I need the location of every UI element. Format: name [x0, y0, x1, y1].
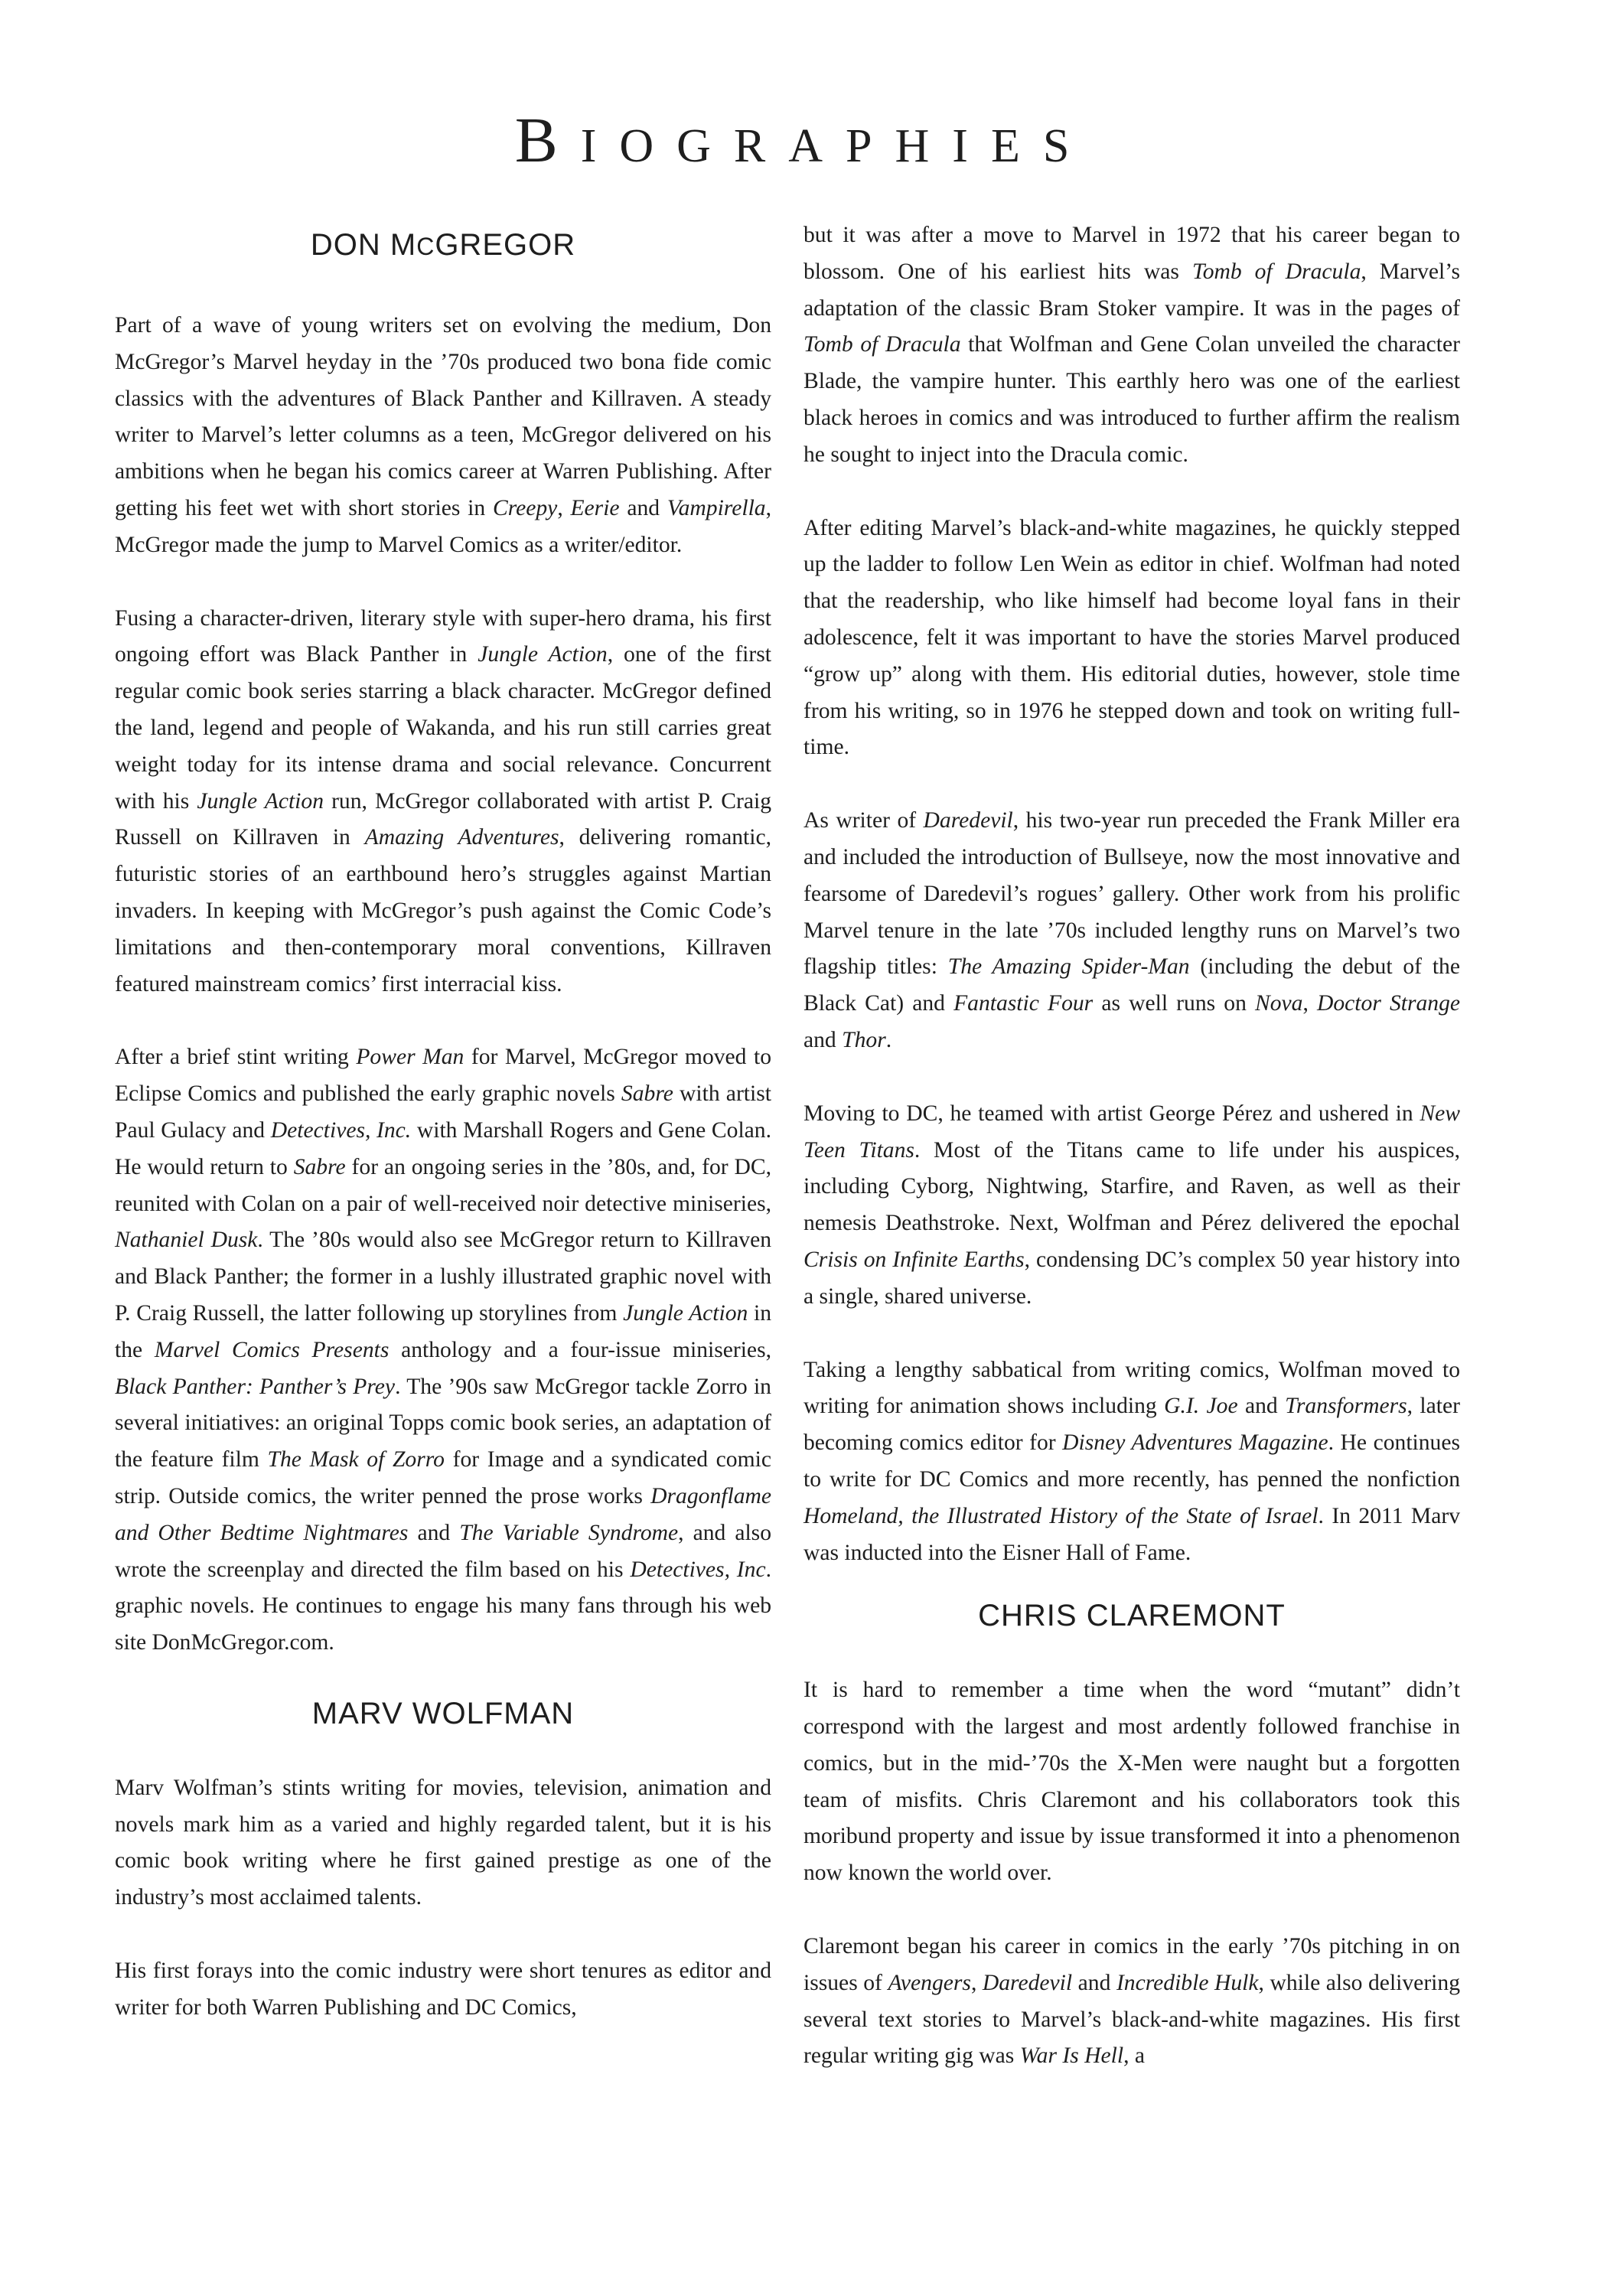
text-run: with Marshall Rogers and Gene Colan. He would return to — [115, 1117, 772, 1179]
italic-title: Jungle Action — [197, 788, 324, 814]
italic-title: Tomb of Dracula — [1191, 259, 1361, 284]
left-column — [115, 214, 771, 2027]
section-title-marv-wolfman: MARV WOLFMAN — [311, 1696, 575, 1730]
claremont-paragraph-2 — [804, 1929, 1460, 2075]
italic-title: New Teen Titans — [804, 1101, 1460, 1163]
italic-title: Vampirella — [667, 495, 766, 520]
italic-title: Daredevil — [982, 1970, 1073, 1995]
text-run: Fusing a character-driven, literary style with super-hero drama, his first ongoing effort was Black Panther in — [115, 605, 771, 667]
wolfman-paragraph-2-start: His first forays into the comic industry were short tenures as editor and writer for both Warren Publishing and DC Comics, — [115, 1958, 771, 2020]
text-run: , — [557, 495, 571, 520]
text-run: that Wolfman and Gene Colan unveiled the character Blade, the vampire hunter. This earthly hero was one of the earliest black heroes in comics and was introduced to further affirm the realism he sought to inject into the Dracula comic. — [804, 332, 1460, 467]
text-run: . — [885, 1027, 892, 1052]
wolfman-paragraph-1: Marv Wolfman’s stints writing for movies, television, animation and novels mark him as a varied and highly regarded talent, but it is his comic book writing where he first gained prestige as one of the industry’s most acclaimed talents. — [115, 1775, 771, 1910]
wolfman-paragraph-3: After editing Marvel’s black-and-white magazines, he quickly stepped up the ladder to follow Len Wein as editor in chief. Wolfman had noted that the readership, who like himself had become loyal fans in their adolescence, felt it was important to have the stories Marvel produced “grow up” along with them. His editorial duties, however, stole time from his writing, so in 1976 he stepped down and took on writing full-time. — [804, 515, 1460, 760]
text-run: run, McGregor collaborated with artist P. Craig Russell on Killraven in — [115, 788, 772, 850]
italic-title: Black Panther: Panther’s Prey — [115, 1374, 396, 1399]
text-run: . The ’80s would also see McGregor return to Killraven and Black Panther; the former in a lushly illustrated graphic novel with P. Craig Russell, the latter following up storylines from — [115, 1228, 772, 1326]
text-run: , his two-year run preceded the Frank Miller era and included the introduction of Bullseye, now the most innovative and fearsome of Daredevil’s rogues’ gallery. Other work from his prolific Marvel tenure in the late ’70s included lengthy runs on Marvel’s two flagship titles: — [804, 808, 1460, 980]
italic-title: Jungle Action — [623, 1300, 748, 1326]
text-run: , and also wrote the screenplay and directed the film based on his — [115, 1520, 771, 1582]
right-column — [804, 217, 1460, 2075]
text-run: As writer of — [804, 808, 924, 833]
wolfman-paragraph-4 — [804, 803, 1460, 1059]
text-run: but it was after a move to Marvel in 1972 that his career began to blossom. One of his earliest hits was — [804, 223, 1460, 284]
text-run: and — [804, 1027, 843, 1052]
text-run: . In 2011 Marv was inducted into the Eisner Hall of Fame. — [804, 1503, 1460, 1565]
italic-title: Avengers — [888, 1970, 971, 1995]
page-title — [0, 105, 1607, 176]
text-run: , Marvel’s adaptation of the classic Bram Stoker vampire. It was in the pages of — [804, 259, 1460, 321]
text-run: , a — [1123, 2043, 1146, 2069]
italic-title: Thor — [842, 1027, 886, 1052]
italic-title: Amazing Adventures — [364, 825, 559, 850]
mcgregor-paragraph-1 — [115, 308, 771, 564]
mcgregor-paragraph-3 — [115, 1039, 771, 1662]
italic-title: Dragonflame and Other Bedtime Nightmares — [115, 1483, 771, 1545]
text-run: , later becoming comics editor for — [804, 1394, 1460, 1456]
italic-title: The Amazing Spider-Man — [947, 954, 1190, 980]
text-run: and — [1072, 1970, 1116, 1995]
italic-title: The Variable Syndrome — [459, 1520, 679, 1545]
italic-title: G.I. Joe — [1164, 1394, 1238, 1419]
text-run: for Marvel, McGregor moved to Eclipse Comics and published the early graphic novels — [115, 1045, 771, 1107]
text-run: for Image and a syndicated comic strip. Outside comics, the writer penned the prose works — [115, 1447, 771, 1508]
text-run: with artist Paul Gulacy and — [115, 1081, 771, 1143]
text-run: . Most of the Titans came to life under his auspices, including Cyborg, Nightwing, Starfire, and Raven, as well as their nemesis Deathstroke. Next, Wolfman and Pérez delivered the epochal — [804, 1137, 1460, 1236]
text-run: , — [970, 1970, 983, 1995]
title-part-small: C — [416, 233, 435, 260]
claremont-paragraph-1: It is hard to remember a time when the word “mutant” didn’t correspond with the largest and most ardently followed franchise in comics, but in the mid-’70s the X-Men were naught but a forgotten team of misfits. Chris Claremont and his collaborators took this moribund property and issue by issue transformed it into a phenomenon now known the world over. — [804, 1678, 1460, 1886]
italic-title: Sabre — [621, 1081, 673, 1107]
wolfman-paragraph-5 — [804, 1096, 1460, 1316]
text-run: . He continues to write for DC Comics and more recently, has penned the nonfiction — [804, 1430, 1461, 1492]
italic-title: Fantastic Four — [953, 991, 1094, 1016]
text-run: , one of the first regular comic book series starring a black character. McGregor defined the land, legend and people of Wakanda, and his run still carries great weight today for its intense drama and social relevance. Concurrent with his — [115, 642, 772, 814]
page-title-rest: IOGRAPHIES — [580, 120, 1093, 172]
italic-title: Nathaniel Dusk — [115, 1228, 258, 1253]
italic-title: Jungle Action — [478, 642, 608, 667]
italic-title: Disney Adventures Magazine — [1062, 1430, 1328, 1456]
section-title-don-mcgregor — [115, 230, 771, 260]
text-run: and — [619, 495, 667, 520]
text-run: as well runs on — [1093, 991, 1255, 1016]
wolfman-paragraph-6 — [804, 1352, 1460, 1572]
text-run: Taking a lengthy sabbatical from writing comics, Wolfman moved to writing for animation shows including — [804, 1357, 1460, 1419]
italic-title: Eerie — [570, 495, 620, 520]
page-title-initial: B — [514, 105, 581, 176]
italic-title: Daredevil — [923, 808, 1013, 833]
italic-title: Marvel Comics Presents — [154, 1337, 390, 1362]
text-run: and — [1237, 1394, 1286, 1419]
italic-title: Incredible Hulk — [1116, 1970, 1259, 1995]
italic-title: Transformers — [1285, 1394, 1407, 1419]
text-run: Claremont began his career in comics in the early ’70s pitching in on issues of — [804, 1934, 1460, 1995]
text-run: anthology and a four-issue miniseries, — [389, 1337, 771, 1362]
wolfman-paragraph-2-continued — [804, 217, 1460, 474]
title-part: GREGOR — [435, 228, 576, 262]
title-part: DON M — [310, 228, 417, 262]
text-run: Part of a wave of young writers set on evolving the medium, Don McGregor’s Marvel heyday in the ’70s produced two bona fide comic classics with the adventures of Black Panther and Killraven. A steady writer to Marvel’s letter columns as a teen, McGregor delivered on his ambitions when he began his comics career at Warren Publishing. After getting his feet wet with short stories in — [115, 313, 771, 520]
mcgregor-paragraph-2 — [115, 601, 771, 1003]
text-run: , McGregor made the jump to Marvel Comics as a writer/editor. — [115, 495, 771, 557]
italic-title: War Is Hell — [1019, 2043, 1124, 2069]
text-run: in the — [115, 1300, 772, 1362]
italic-title: Detectives, Inc. — [270, 1117, 412, 1143]
italic-title: Doctor Strange — [1317, 991, 1461, 1016]
italic-title: Homeland, the Illustrated History of the State of Israel — [804, 1503, 1319, 1528]
text-run: and — [408, 1520, 460, 1545]
italic-title: Power Man — [356, 1045, 464, 1070]
italic-title: Detectives, Inc — [630, 1557, 766, 1582]
italic-title: Creepy — [492, 495, 558, 520]
italic-title: The Mask of Zorro — [267, 1447, 445, 1473]
italic-title: Sabre — [293, 1154, 346, 1179]
text-run: , condensing DC’s complex 50 year history into a single, shared universe. — [804, 1247, 1461, 1309]
italic-title: Crisis on Infinite Earths — [804, 1247, 1025, 1272]
text-run: . graphic novels. He continues to engage his many fans through his web site DonMcGregor.com. — [115, 1557, 771, 1655]
text-run: . The ’90s saw McGregor tackle Zorro in several initiatives: an original Topps comic book series, an adaptation of the feature film — [115, 1374, 771, 1473]
text-run: (including the debut of the Black Cat) and — [804, 954, 1460, 1016]
text-run: After a brief stint writing — [115, 1045, 357, 1070]
text-run: for an ongoing series in the ’80s, and, for DC, reunited with Colan on a pair of well-received noir detective miniseries, — [115, 1154, 771, 1216]
italic-title: Tomb of Dracula — [804, 332, 961, 357]
text-run: Moving to DC, he teamed with artist George Pérez and ushered in — [804, 1101, 1420, 1126]
text-run: , while also delivering several text stories to Marvel’s black-and-white magazines. His first regular writing gig was — [804, 1970, 1460, 2069]
text-run: , — [1302, 991, 1317, 1016]
italic-title: Nova — [1255, 991, 1303, 1016]
section-title-chris-claremont: CHRIS CLAREMONT — [978, 1599, 1286, 1633]
text-run: , delivering romantic, futuristic stories of an earthbound hero’s struggles against Martian invaders. In keeping with McGregor’s push against the Comic Code’s limitations and then-contemporary moral conventions, Killraven featured mainstream comics’ first interracial kiss. — [115, 825, 771, 996]
